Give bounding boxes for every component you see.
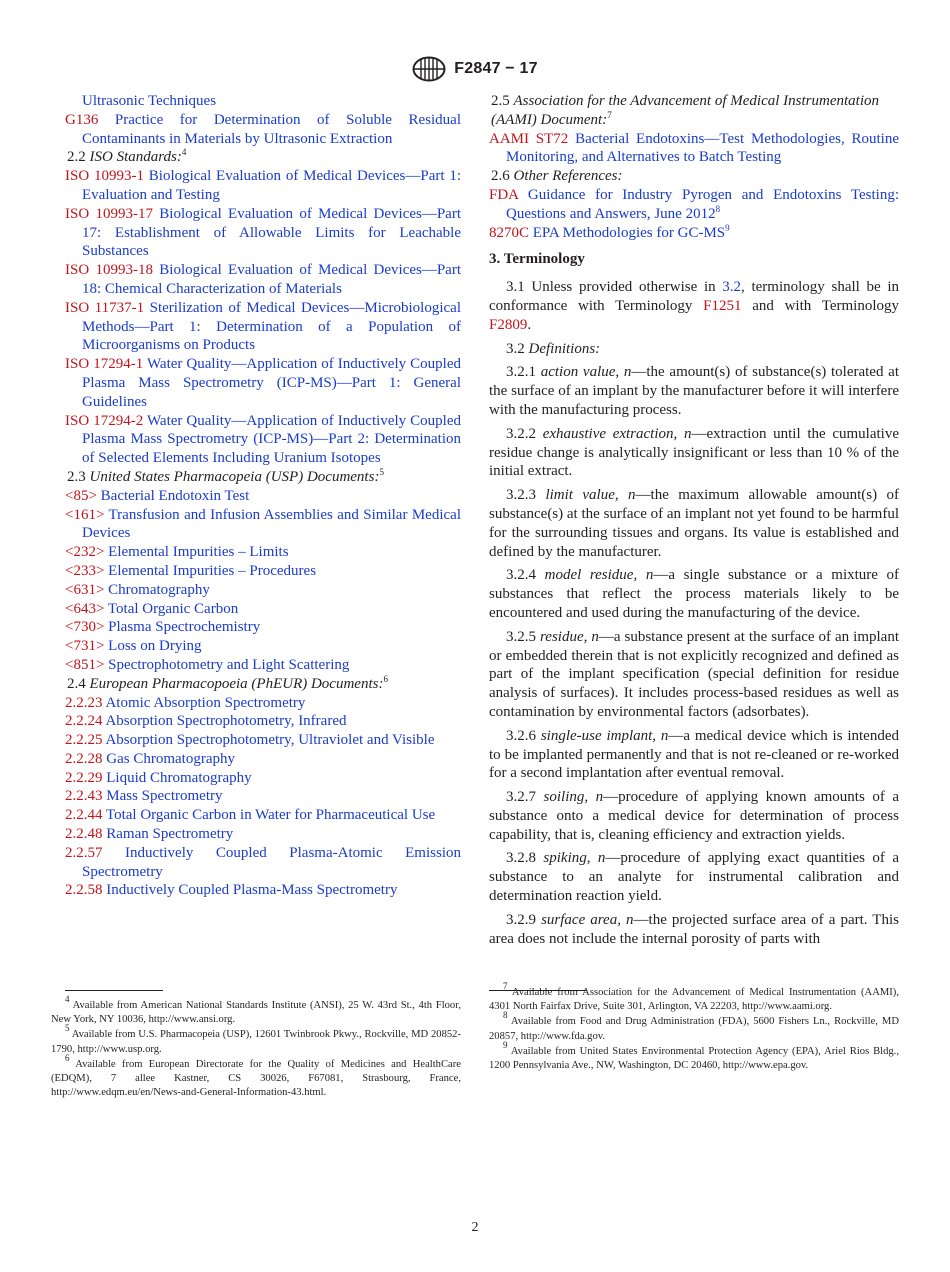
reference-title[interactable]: Biological Evaluation of Medical Devices—Part 17: Establishment of Allowable Limits for Leachable Substances bbox=[82, 205, 462, 260]
reference-title[interactable]: Chromatography bbox=[108, 581, 210, 598]
reference-entry bbox=[65, 750, 461, 769]
paragraph bbox=[489, 486, 899, 561]
paragraph-text: —the amount(s) of substance(s) tolerated at the surface of an implant by the manufacturer before it will interfere with the manufacturing process. bbox=[489, 364, 899, 418]
footnote-text: Available from European Directorate for the Quality of Medicines and HealthCare (EDQM), 7 allee Kastner, CS 30026, F67081, Strasbourg, France, http://www.edqm.eu/en/News-and-General-Information-43.html. bbox=[51, 1058, 461, 1099]
reference-entry bbox=[65, 712, 461, 731]
reference-entry bbox=[65, 656, 461, 675]
reference-code[interactable]: 2.2.29 bbox=[65, 769, 103, 786]
footnote-marker: 7 bbox=[607, 109, 612, 120]
reference-code[interactable]: ISO 10993-18 bbox=[65, 262, 153, 279]
reference-title[interactable]: EPA Methodologies for GC-MS bbox=[532, 224, 726, 241]
right-column bbox=[489, 92, 899, 953]
reference-title[interactable]: Inductively Coupled Plasma-Mass Spectrometry bbox=[106, 882, 398, 899]
reference-title[interactable]: Atomic Absorption Spectrometry bbox=[105, 694, 306, 711]
document-designation: F2847 − 17 bbox=[454, 60, 538, 77]
defined-term: Definitions: bbox=[528, 340, 601, 357]
paragraph bbox=[489, 911, 899, 949]
reference-code[interactable]: ISO 17294-1 bbox=[65, 356, 144, 373]
footnote-marker: 5 bbox=[379, 466, 384, 477]
section-heading: 3. Terminology bbox=[489, 251, 585, 268]
paragraph-text: —the projected surface area of a part. This area does not include the internal porosity of parts with bbox=[489, 911, 899, 947]
footnote-divider-left bbox=[65, 990, 163, 991]
reference-title[interactable]: Liquid Chromatography bbox=[106, 769, 252, 786]
reference-entry bbox=[65, 111, 461, 149]
reference-title[interactable]: Transfusion and Infusion Assemblies and Similar Medical Devices bbox=[82, 506, 461, 542]
reference-entry bbox=[65, 506, 461, 544]
reference-entry bbox=[65, 769, 461, 788]
defined-term: soiling, n bbox=[543, 789, 604, 806]
cross-reference-link[interactable]: 3.2 bbox=[722, 279, 742, 296]
section-number: 2.2 bbox=[67, 149, 90, 166]
section-label bbox=[65, 148, 461, 167]
reference-code[interactable]: 2.2.48 bbox=[65, 826, 103, 843]
footnote bbox=[51, 1023, 461, 1056]
reference-code[interactable]: ISO 17294-2 bbox=[65, 412, 144, 429]
reference-code[interactable]: 2.2.24 bbox=[65, 713, 103, 730]
section-title: European Pharmacopoeia (PhEUR) Documents: bbox=[89, 675, 384, 692]
reference-title[interactable]: Absorption Spectrophotometry, Infrared bbox=[105, 713, 347, 730]
reference-title[interactable]: Bacterial Endotoxins—Test Methodologies, Routine Monitoring, and Alternatives to Batch Testing bbox=[506, 130, 899, 166]
reference-entry bbox=[489, 186, 899, 224]
section-number: 2.3 bbox=[67, 468, 90, 485]
reference-entry bbox=[65, 637, 461, 656]
astm-logo-icon bbox=[412, 56, 446, 82]
paragraph bbox=[489, 628, 899, 722]
reference-entry bbox=[65, 600, 461, 619]
reference-title[interactable]: Practice for Determination of Soluble Residual Contaminants in Materials by Ultrasonic Extraction bbox=[82, 111, 462, 147]
reference-code[interactable]: G136 bbox=[65, 111, 99, 128]
paragraph-text: 3.2.2 bbox=[506, 425, 543, 442]
paragraph-text: 3.2.6 bbox=[506, 727, 541, 744]
reference-entry bbox=[489, 130, 899, 168]
reference-title[interactable]: Mass Spectrometry bbox=[106, 788, 223, 805]
reference-code[interactable]: 2.2.43 bbox=[65, 788, 103, 805]
reference-code[interactable]: <161> bbox=[65, 506, 105, 523]
reference-code[interactable]: ISO 11737-1 bbox=[65, 299, 145, 316]
paragraph-text: 3.2.3 bbox=[506, 487, 546, 504]
paragraph bbox=[489, 566, 899, 622]
section-label bbox=[65, 675, 461, 694]
section-title: Association for the Advancement of Medical Instrumentation (AAMI) Document: bbox=[491, 93, 879, 128]
reference-code[interactable]: 2.2.57 bbox=[65, 844, 103, 861]
reference-continuation bbox=[65, 92, 461, 111]
reference-entry bbox=[65, 825, 461, 844]
reference-entry bbox=[65, 844, 461, 882]
reference-entry bbox=[65, 787, 461, 806]
section-number: 2.5 bbox=[491, 93, 514, 109]
footnote-number: 8 bbox=[503, 1010, 508, 1021]
reference-entry bbox=[65, 694, 461, 713]
footnote-number: 7 bbox=[503, 981, 508, 991]
page-number: 2 bbox=[471, 1220, 479, 1235]
paragraph-text: 3.2.5 bbox=[506, 628, 540, 645]
reference-code[interactable]: <731> bbox=[65, 638, 105, 655]
reference-code[interactable]: AAMI ST72 bbox=[489, 130, 569, 147]
reference-entry bbox=[489, 224, 899, 243]
footnote bbox=[489, 981, 899, 1014]
reference-title[interactable]: Ultrasonic Techniques bbox=[82, 93, 217, 109]
defined-term: limit value, n bbox=[545, 487, 636, 504]
paragraph bbox=[489, 340, 899, 359]
defined-term: spiking, n bbox=[543, 850, 606, 867]
reference-title[interactable]: Inductively Coupled Plasma-Atomic Emission Spectrometry bbox=[82, 844, 461, 880]
reference-code[interactable]: <85> bbox=[65, 487, 97, 504]
reference-title[interactable]: Biological Evaluation of Medical Devices—Part 1: Evaluation and Testing bbox=[82, 168, 461, 203]
reference-code[interactable]: ISO 10993-1 bbox=[65, 168, 144, 185]
defined-term: model residue, n bbox=[544, 567, 654, 584]
footnote-number: 9 bbox=[503, 1039, 508, 1050]
reference-entry bbox=[65, 581, 461, 600]
left-column bbox=[65, 92, 461, 900]
paragraph-text: 3.2 bbox=[506, 340, 529, 357]
reference-title[interactable]: Plasma Spectrochemistry bbox=[108, 619, 261, 636]
reference-title[interactable]: Elemental Impurities – Limits bbox=[108, 544, 289, 561]
footnote-marker: 4 bbox=[181, 147, 187, 158]
reference-entry bbox=[65, 806, 461, 825]
reference-code[interactable]: <643> bbox=[65, 600, 105, 617]
section-label bbox=[489, 167, 899, 186]
paragraph-text: —procedure of applying known amounts of a substance onto a medical device for determination of process capability, that is, cleaning efficiency and extraction yields. bbox=[489, 789, 899, 843]
defined-term: exhaustive extraction, n bbox=[542, 425, 692, 442]
paragraph-text: , terminology shall be in conformance with Terminology bbox=[489, 279, 899, 314]
reference-title[interactable]: Loss on Drying bbox=[108, 638, 202, 655]
footnote-marker: 8 bbox=[715, 203, 721, 214]
reference-title[interactable]: Water Quality—Application of Inductively Coupled Plasma Mass Spectrometry (ICP-MS)—Part 2: Determination of Selected Elements Including Uranium Isotopes bbox=[82, 412, 461, 467]
reference-entry bbox=[65, 562, 461, 581]
cross-reference-link[interactable]: F1251 bbox=[703, 297, 742, 314]
cross-reference-link[interactable]: F2809 bbox=[489, 316, 528, 333]
paragraph-text: —procedure of applying exact quantities of a substance to an analyte for instrumental calibration and determination reaction yield. bbox=[489, 850, 899, 905]
paragraph bbox=[489, 788, 899, 844]
paragraph-text: —extraction until the cumulative residue change is analytically insignificant or less than 10 % of the initial extract. bbox=[489, 425, 899, 480]
paragraph bbox=[489, 278, 899, 334]
footnote bbox=[51, 1052, 461, 1101]
footnotes-right bbox=[489, 981, 899, 1074]
reference-code[interactable]: 2.2.44 bbox=[65, 807, 103, 824]
reference-title[interactable]: Raman Spectrometry bbox=[106, 826, 234, 843]
page-header bbox=[0, 56, 950, 82]
reference-title[interactable]: Elemental Impurities – Procedures bbox=[108, 562, 317, 579]
footnotes-left bbox=[51, 994, 461, 1101]
reference-entry bbox=[65, 881, 461, 900]
reference-code[interactable]: <851> bbox=[65, 656, 105, 673]
reference-code[interactable]: <631> bbox=[65, 581, 105, 598]
reference-code[interactable]: <232> bbox=[65, 544, 105, 561]
footnote-text: Available from United States Environmental Protection Agency (EPA), Ariel Rios Bldg., 1200 Pennsylvania Ave., NW, Washington, DC 20460, http://www.epa.gov. bbox=[489, 1045, 899, 1072]
paragraph-text: 3.2.7 bbox=[506, 789, 544, 806]
footnote bbox=[51, 994, 461, 1027]
paragraph-text: —a medical device which is intended to be implanted permanently and that is not re-cleaned or re-worked for a second implantation after eventual removal. bbox=[489, 727, 899, 782]
reference-code[interactable]: 2.2.23 bbox=[65, 694, 103, 711]
paragraph bbox=[489, 727, 899, 783]
paragraph bbox=[489, 363, 899, 419]
footnote-marker: 6 bbox=[383, 673, 388, 684]
reference-entry bbox=[65, 299, 461, 355]
reference-title[interactable]: Biological Evaluation of Medical Devices—Part 18: Chemical Characterization of Materials bbox=[82, 262, 462, 297]
reference-entry bbox=[65, 731, 461, 750]
footnote-text: Available from Food and Drug Administration (FDA), 5600 Fishers Ln., Rockville, MD 20857, http://www.fda.gov. bbox=[489, 1016, 899, 1042]
footnote-number: 4 bbox=[65, 994, 70, 1004]
paragraph bbox=[489, 425, 899, 481]
section-title: United States Pharmacopeia (USP) Documents: bbox=[89, 468, 380, 485]
reference-entry bbox=[65, 412, 461, 468]
reference-title[interactable]: Gas Chromatography bbox=[106, 750, 235, 767]
reference-title[interactable]: Water Quality—Application of Inductively Coupled Plasma Mass Spectrometry (ICP-MS)—Part 1: General Guidelines bbox=[82, 356, 461, 410]
defined-term: residue, n bbox=[540, 628, 599, 645]
section-number: 2.6 bbox=[491, 168, 514, 185]
paragraph-text: —a substance present at the surface of an implant or embedded therein that is not explicitly recognized and defined as part of the implant specification (special definition for residue analysis of surfaces). It includes process-based residues as well as contamination by environmental factors (adsorbates). bbox=[489, 628, 899, 720]
reference-code[interactable]: <233> bbox=[65, 562, 105, 579]
section-number: 2.4 bbox=[67, 675, 90, 692]
paragraph-text: 3.2.1 bbox=[506, 364, 541, 381]
reference-title[interactable]: Spectrophotometry and Light Scattering bbox=[108, 656, 350, 673]
footnote-text: Available from U.S. Pharmacopeia (USP), 12601 Twinbrook Pkwy., Rockville, MD 20852-1790, http://www.usp.org. bbox=[51, 1029, 461, 1055]
reference-title[interactable]: Total Organic Carbon bbox=[107, 600, 239, 617]
paragraph-text: —the maximum allowable amount(s) of substance(s) at the surface of an implant not yet found to be harmful for the surrounding tissues and organs. Its value is established and defined by the manufacturer. bbox=[489, 487, 900, 560]
paragraph-text: 3.2.8 bbox=[506, 850, 544, 867]
reference-title[interactable]: Total Organic Carbon in Water for Pharmaceutical Use bbox=[105, 807, 436, 824]
reference-code[interactable]: 8270C bbox=[489, 224, 530, 241]
section-title: Other References: bbox=[513, 168, 623, 185]
paragraph-text: and with Terminology bbox=[741, 297, 899, 314]
reference-code[interactable]: 2.2.25 bbox=[65, 732, 103, 749]
reference-entry bbox=[65, 355, 461, 411]
reference-title[interactable]: Absorption Spectrophotometry, Ultraviolet and Visible bbox=[105, 732, 435, 749]
footnote-number: 5 bbox=[65, 1023, 70, 1034]
footnote-text: Available from American National Standards Institute (ANSI), 25 W. 43rd St., 4th Floor, New York, NY 10036, http://www.ansi.org. bbox=[51, 1000, 461, 1026]
defined-term: single-use implant, n bbox=[540, 727, 669, 744]
reference-entry bbox=[65, 167, 461, 205]
paragraph bbox=[489, 849, 899, 905]
reference-entry bbox=[65, 261, 461, 299]
reference-code[interactable]: 2.2.28 bbox=[65, 750, 103, 767]
footnote bbox=[489, 1039, 899, 1073]
defined-term: surface area, n bbox=[541, 911, 634, 928]
section-title: ISO Standards: bbox=[89, 149, 182, 166]
paragraph-text: 3.2.4 bbox=[506, 567, 545, 584]
section-label bbox=[489, 92, 899, 130]
reference-entry bbox=[65, 618, 461, 637]
reference-code[interactable]: 2.2.58 bbox=[65, 882, 103, 899]
footnote-marker: 9 bbox=[725, 222, 730, 233]
paragraph-text: —a single substance or a mixture of substances that reflect the process materials likely to be encountered and used during the manufacturing of the device. bbox=[489, 567, 900, 621]
reference-entry bbox=[65, 205, 461, 261]
reference-entry bbox=[65, 487, 461, 506]
reference-title[interactable]: Sterilization of Medical Devices—Microbiological Methods—Part 1: Determination of a Population of Microorganisms on Products bbox=[82, 299, 462, 354]
reference-code[interactable]: FDA bbox=[489, 186, 519, 203]
paragraph-text: . bbox=[527, 316, 532, 333]
reference-code[interactable]: <730> bbox=[65, 619, 105, 636]
footnote bbox=[489, 1010, 899, 1043]
footnote-number: 6 bbox=[65, 1052, 70, 1063]
reference-title[interactable]: Guidance for Industry Pyrogen and Endotoxins Testing: Questions and Answers, June 2012 bbox=[506, 186, 899, 222]
paragraph-text: 3.1 Unless provided otherwise in bbox=[506, 279, 723, 296]
reference-code[interactable]: ISO 10993-17 bbox=[65, 205, 153, 222]
footnote-text: Available from Association for the Advancement of Medical Instrumentation (AAMI), 4301 North Fairfax Drive, Suite 301, Arlington, VA 22203, http://www.aami.org. bbox=[489, 987, 899, 1013]
reference-title[interactable]: Bacterial Endotoxin Test bbox=[100, 487, 250, 504]
section-label bbox=[65, 468, 461, 487]
reference-entry bbox=[65, 543, 461, 562]
defined-term: action value, n bbox=[540, 364, 632, 381]
paragraph-text: 3.2.9 bbox=[506, 911, 542, 928]
